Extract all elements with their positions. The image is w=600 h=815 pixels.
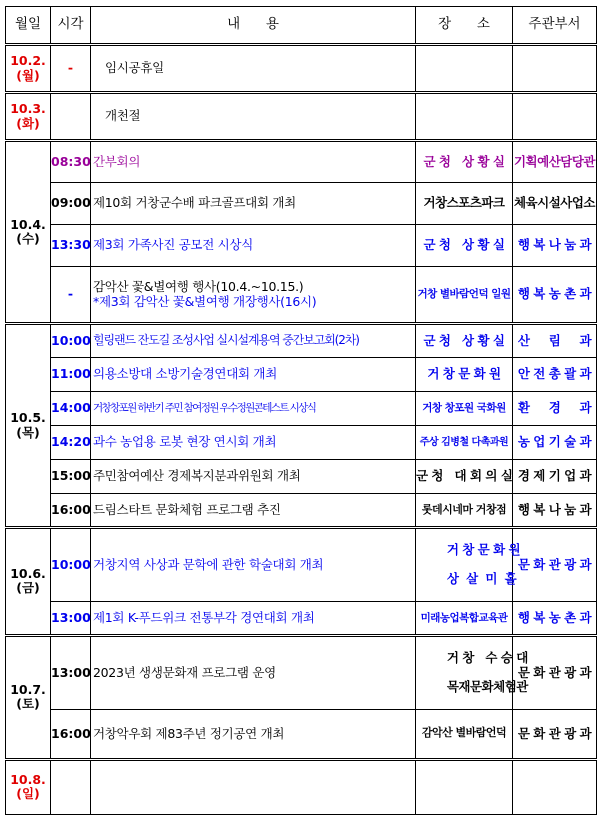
header-dept: 주관부서 (513, 7, 597, 45)
content-cell (91, 494, 416, 528)
place-cell: 군 청 대 회 의 실 (416, 460, 513, 494)
time-cell: 15:00 (51, 460, 91, 494)
content-line: 드림스타트 문화체험 프로그램 추진 (93, 501, 281, 517)
table-row (6, 635, 597, 709)
time-cell: 10:00 (51, 324, 91, 358)
content-line: 제3회 가족사진 공모전 시상식 (93, 237, 253, 253)
place-cell: 미래농업복합교육관 (416, 601, 513, 635)
place-cell: 주상 김병철 다촉과원 (416, 426, 513, 460)
place-cell: 감악산 별바람언덕 (416, 709, 513, 759)
dept-cell: 문 화 관 광 과 (513, 635, 597, 709)
table-row (6, 494, 597, 528)
dept-cell: 체육시설사업소 (513, 183, 597, 225)
header-time: 시각 (51, 7, 91, 45)
content-cell (91, 225, 416, 267)
place-cell: 군 청 상 황 실 (416, 324, 513, 358)
dept-cell: 행 복 나 눔 과 (513, 225, 597, 267)
table-row (6, 392, 597, 426)
date-line: 10.8. (10, 771, 46, 787)
header-place: 장 소 (416, 7, 513, 45)
table-row (6, 426, 597, 460)
time-cell: 11:00 (51, 358, 91, 392)
table-row (6, 528, 597, 602)
content-line: 힐링랜드 잔도길 조성사업 실시설계용역 중간보고회(2차) (93, 333, 359, 348)
place-cell: 거창 별바람언덕 일원 (416, 267, 513, 324)
table-row (6, 324, 597, 358)
dept-cell (513, 45, 597, 93)
place-cell (416, 528, 521, 602)
date-cell (6, 635, 51, 759)
place-cell: 군 청 상 황 실 (416, 141, 513, 183)
time-cell: 10:00 (51, 528, 91, 602)
content-line: 주민참여예산 경제복지분과위원회 개최 (93, 468, 301, 484)
place-cell: 거창스포츠파크 (416, 183, 513, 225)
table-row (6, 601, 597, 635)
date-line: 10.5. (10, 410, 46, 426)
date-cell (6, 528, 51, 636)
date-line: 10.4. (10, 216, 46, 232)
date-cell (6, 141, 51, 324)
dept-cell: 문 화 관 광 과 (513, 528, 597, 602)
place-cell: 군 청 상 황 실 (416, 225, 513, 267)
content-line: 거창악우회 제83주년 정기공연 개최 (93, 725, 285, 741)
date-line: 10.3. (10, 101, 46, 117)
time-cell (51, 759, 91, 814)
date-cell (6, 93, 51, 141)
content-cell (91, 358, 416, 392)
place-line: 상 살 미 홀 (446, 571, 517, 587)
content-line: 거창지역 사상과 문학에 관한 학술대회 개최 (93, 556, 324, 572)
time-cell: 16:00 (51, 709, 91, 759)
table-row (6, 759, 597, 814)
content-cell (91, 183, 416, 225)
table-row (6, 45, 597, 93)
dept-cell: 산 림 과 (513, 324, 597, 358)
dept-cell: 행 복 나 눔 과 (513, 494, 597, 528)
date-cell (6, 45, 51, 93)
time-cell: 16:00 (51, 494, 91, 528)
table-row (6, 358, 597, 392)
table-row (6, 225, 597, 267)
dept-cell: 행 복 농 촌 과 (513, 601, 597, 635)
place-cell (416, 635, 528, 709)
content-cell (91, 141, 416, 183)
content-cell (91, 45, 416, 93)
content-line: 2023년 생생문화재 프로그램 운영 (93, 664, 276, 680)
header-date: 월일 (6, 7, 51, 45)
dept-cell: 농 업 기 술 과 (513, 426, 597, 460)
content-line: 제10회 거창군수배 파크골프대회 개최 (93, 195, 296, 211)
content-line: 간부회의 (93, 153, 141, 169)
table-row (6, 93, 597, 141)
dept-cell: 행 복 농 촌 과 (513, 267, 597, 324)
content-cell (91, 635, 416, 709)
place-cell: 거 창 문 화 원 (416, 358, 513, 392)
dept-cell: 안 전 총 괄 과 (513, 358, 597, 392)
place-line: 목재문화체험관 (446, 679, 528, 694)
date-cell (6, 759, 51, 814)
content-cell (91, 267, 416, 324)
dept-cell: 문 화 관 광 과 (513, 709, 597, 759)
place-cell (416, 93, 513, 141)
header-content: 내 용 (91, 7, 416, 45)
time-cell: 14:20 (51, 426, 91, 460)
content-cell (91, 759, 416, 814)
dept-cell (513, 759, 597, 814)
weekday-line: (수) (16, 231, 40, 246)
date-line: 10.7. (10, 681, 46, 697)
dept-cell: 환 경 과 (513, 392, 597, 426)
place-cell: 롯데시네마 거창점 (416, 494, 513, 528)
dept-cell (513, 93, 597, 141)
weekday-line: (월) (16, 67, 40, 83)
content-cell (91, 528, 416, 602)
content-line: 감악산 꽃&별여행 행사(10.4.~10.15.) (93, 279, 304, 295)
content-cell (91, 93, 416, 141)
content-line: 의용소방대 소방기술경연대회 개최 (93, 366, 277, 382)
table-row (6, 709, 597, 759)
weekday-line: (목) (16, 424, 40, 440)
dept-cell: 기획예산담당관 (513, 141, 597, 183)
content-cell (91, 324, 416, 358)
header-row (6, 7, 597, 45)
content-cell (91, 392, 416, 426)
schedule-table (5, 6, 597, 815)
weekday-line: (일) (16, 786, 40, 802)
content-line: 개천절 (105, 108, 141, 124)
time-cell: 09:00 (51, 183, 91, 225)
place-cell: 거창 창포원 국화원 (416, 392, 513, 426)
content-line: 거창창포원 하반기 주민 참여정원 우수정원콘테스트 시상식 (93, 402, 316, 415)
place-line: 거 창 수 승 대 (446, 650, 528, 666)
place-cell (416, 45, 513, 93)
time-cell: 13:00 (51, 635, 91, 709)
time-cell: 08:30 (51, 141, 91, 183)
dept-cell: 경 제 기 업 과 (513, 460, 597, 494)
time-cell (51, 93, 91, 141)
content-line: *제3회 감악산 꽃&별여행 개장행사(16시) (93, 293, 317, 309)
table-row (6, 141, 597, 183)
time-cell: 14:00 (51, 392, 91, 426)
content-cell (91, 460, 416, 494)
time-cell: - (51, 267, 91, 324)
place-cell (416, 759, 513, 814)
table-row (6, 460, 597, 494)
time-cell: 13:30 (51, 225, 91, 267)
content-line: 제1회 K-푸드위크 전통부각 경연대회 개최 (93, 609, 315, 625)
table-row (6, 183, 597, 225)
weekday-line: (토) (16, 696, 40, 712)
date-line: 10.6. (10, 566, 46, 582)
content-line: 과수 농업용 로봇 현장 연시회 개최 (93, 434, 277, 450)
content-cell (91, 709, 416, 759)
weekday-line: (금) (16, 580, 40, 596)
table-row (6, 267, 597, 324)
date-line: 10.2. (10, 53, 46, 69)
content-cell (91, 601, 416, 635)
time-cell: - (51, 45, 91, 93)
content-cell (91, 426, 416, 460)
place-line: 거 창 문 화 원 (446, 542, 521, 558)
content-line: 임시공휴일 (105, 60, 164, 76)
weekday-line: (화) (16, 115, 40, 131)
time-cell: 13:00 (51, 601, 91, 635)
date-cell (6, 324, 51, 528)
